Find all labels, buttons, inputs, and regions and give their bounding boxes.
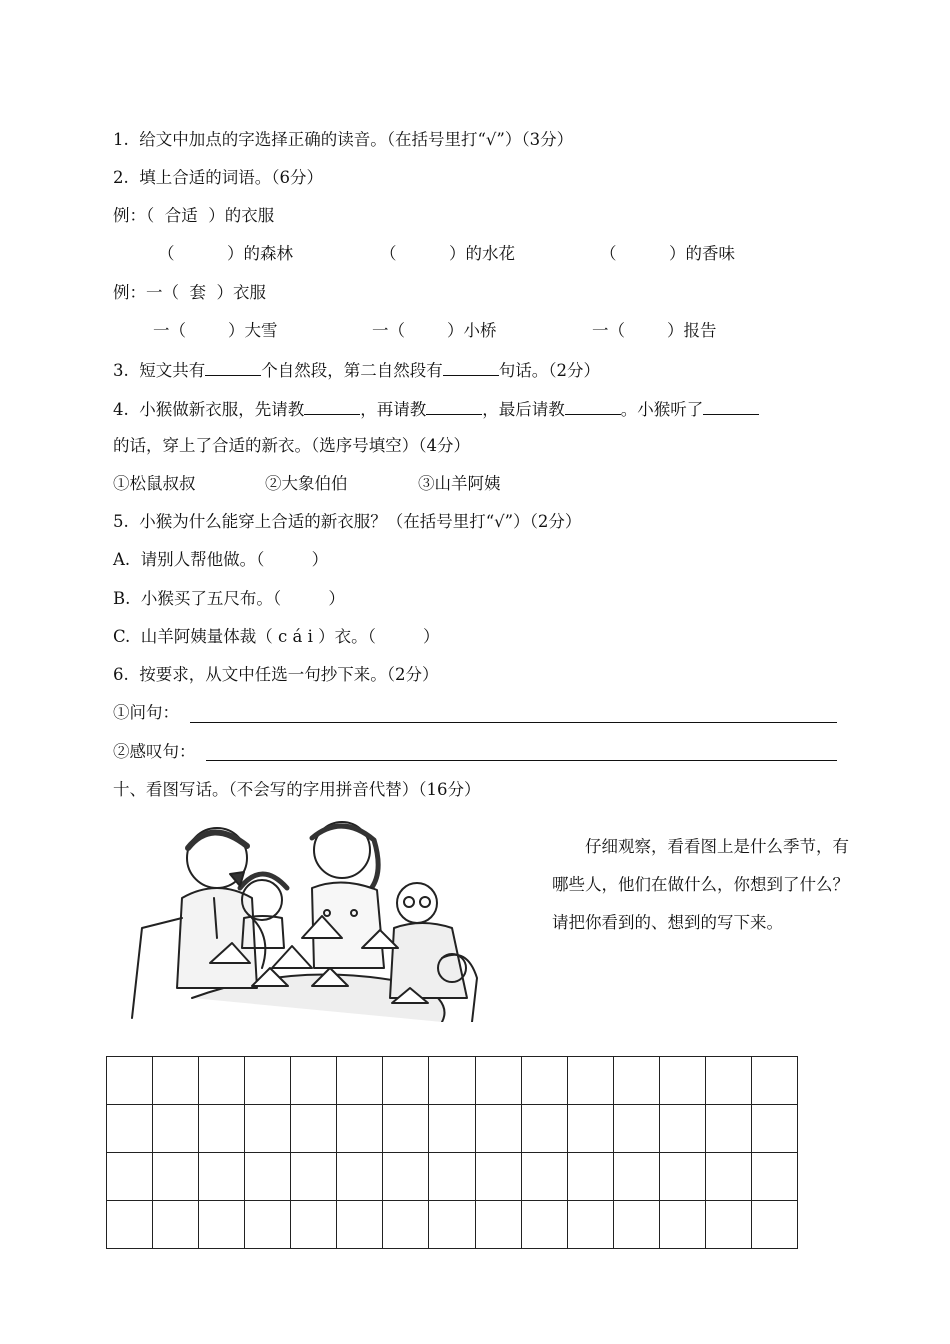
q3-text-a: 3. 短文共有 [113, 361, 206, 380]
grid-cell[interactable] [199, 1057, 245, 1105]
grid-cell[interactable] [153, 1201, 199, 1249]
grid-cell[interactable] [337, 1201, 383, 1249]
q5-option-b[interactable]: B. 小猴买了五尺布。（ ） [113, 589, 345, 608]
grid-cell[interactable] [153, 1153, 199, 1201]
q6-exclaim-answer-line[interactable] [206, 760, 837, 761]
question-1: 1. 给文中加点的字选择正确的读音。（在括号里打“√”）（3分） [113, 130, 574, 149]
blank-snow[interactable]: 一（ ）大雪 [153, 321, 278, 340]
grid-cell[interactable] [199, 1153, 245, 1201]
grid-cell[interactable] [751, 1153, 797, 1201]
grid-cell[interactable] [705, 1057, 751, 1105]
grid-cell[interactable] [107, 1105, 153, 1153]
question-4 [113, 398, 759, 420]
grid-cell[interactable] [153, 1057, 199, 1105]
grid-cell[interactable] [291, 1057, 337, 1105]
grid-cell[interactable] [337, 1105, 383, 1153]
q6-question-label: ①问句： [113, 703, 179, 722]
grid-cell[interactable] [429, 1201, 475, 1249]
q5-option-a[interactable]: A. 请别人帮他做。（ ） [113, 550, 329, 569]
q4-blank-last[interactable] [565, 398, 621, 415]
question-5: 5. 小猴为什么能穿上合适的新衣服？（在括号里打“√”）（2分） [113, 512, 582, 531]
q6-exclaim-label: ②感叹句： [113, 742, 196, 761]
grid-cell[interactable] [429, 1105, 475, 1153]
picture-prompt-text: 仔细观察，看看图上是什么季节，有哪些人，他们在做什么，你想到了什么？请把你看到的、想到的写下来。 [552, 837, 849, 932]
section-10-title: 十、看图写话。（不会写的字用拼音代替）（16分） [113, 780, 481, 799]
grid-cell[interactable] [475, 1201, 521, 1249]
grid-cell[interactable] [153, 1105, 199, 1153]
grid-cell[interactable] [521, 1201, 567, 1249]
grid-cell[interactable] [705, 1105, 751, 1153]
q4-option-1: ①松鼠叔叔 [113, 474, 196, 493]
grid-row [107, 1057, 798, 1105]
grid-cell[interactable] [613, 1057, 659, 1105]
grid-cell[interactable] [613, 1153, 659, 1201]
grid-cell[interactable] [291, 1105, 337, 1153]
grid-cell[interactable] [567, 1057, 613, 1105]
family-eating-watermelon-illustration [122, 818, 482, 1022]
grid-cell[interactable] [613, 1201, 659, 1249]
blank-forest[interactable]: （ ）的森林 [158, 244, 293, 263]
q4-blank-first[interactable] [304, 398, 360, 415]
grid-cell[interactable] [613, 1105, 659, 1153]
q3-blank-sentences[interactable] [443, 359, 499, 376]
grid-cell[interactable] [107, 1153, 153, 1201]
grid-cell[interactable] [199, 1105, 245, 1153]
grid-cell[interactable] [199, 1201, 245, 1249]
grid-cell[interactable] [337, 1057, 383, 1105]
blank-fragrance[interactable]: （ ）的香味 [600, 244, 735, 263]
grid-cell[interactable] [383, 1057, 429, 1105]
grid-row [107, 1153, 798, 1201]
q3-text-c: 句话。（2分） [498, 361, 600, 380]
question-6: 6. 按要求，从文中任选一句抄下来。（2分） [113, 665, 439, 684]
grid-cell[interactable] [429, 1153, 475, 1201]
grid-cell[interactable] [567, 1201, 613, 1249]
q3-text-b: 个自然段，第二自然段有 [261, 361, 443, 380]
q4-text-d: 。小猴听了 [620, 400, 704, 419]
question-2: 2. 填上合适的词语。（6分） [113, 168, 323, 187]
grid-cell[interactable] [659, 1105, 705, 1153]
grid-cell[interactable] [521, 1105, 567, 1153]
q3-blank-paragraphs[interactable] [205, 359, 261, 376]
grid-cell[interactable] [659, 1057, 705, 1105]
blank-report[interactable]: 一（ ）报告 [592, 321, 717, 340]
grid-cell[interactable] [291, 1201, 337, 1249]
q4-text-a: 4. 小猴做新衣服，先请教 [113, 400, 305, 419]
grid-cell[interactable] [567, 1105, 613, 1153]
q4-option-2: ②大象伯伯 [265, 474, 348, 493]
grid-cell[interactable] [751, 1201, 797, 1249]
grid-cell[interactable] [383, 1153, 429, 1201]
grid-cell[interactable] [567, 1153, 613, 1201]
grid-cell[interactable] [659, 1153, 705, 1201]
q4-option-3: ③山羊阿姨 [418, 474, 501, 493]
writing-grid[interactable] [106, 1056, 798, 1249]
grid-cell[interactable] [383, 1105, 429, 1153]
q4-text-c: ，最后请教 [482, 400, 565, 419]
grid-row [107, 1105, 798, 1153]
grid-cell[interactable] [107, 1057, 153, 1105]
picture-writing-prompt [552, 828, 857, 942]
grid-cell[interactable] [245, 1201, 291, 1249]
grid-cell[interactable] [705, 1153, 751, 1201]
grid-cell[interactable] [705, 1201, 751, 1249]
grid-cell[interactable] [429, 1057, 475, 1105]
grid-cell[interactable] [659, 1201, 705, 1249]
q5-option-c[interactable]: C. 山羊阿姨量体裁（ c á i ）衣。（ ） [113, 627, 440, 646]
q4-blank-listened[interactable] [703, 398, 759, 415]
question-3 [113, 359, 600, 381]
grid-cell[interactable] [245, 1153, 291, 1201]
grid-cell[interactable] [475, 1057, 521, 1105]
blank-bridge[interactable]: 一（ ）小桥 [372, 321, 497, 340]
q4-blank-second[interactable] [426, 398, 482, 415]
grid-cell[interactable] [383, 1201, 429, 1249]
grid-cell[interactable] [107, 1201, 153, 1249]
question-4-line2: 的话，穿上了合适的新衣。（选序号填空）（4分） [113, 436, 470, 455]
grid-cell[interactable] [475, 1105, 521, 1153]
grid-cell[interactable] [751, 1057, 797, 1105]
example-1: 例：（ 合适 ）的衣服 [113, 206, 275, 225]
grid-cell[interactable] [475, 1153, 521, 1201]
example-2: 例：一（ 套 ）衣服 [113, 283, 266, 302]
grid-cell[interactable] [245, 1105, 291, 1153]
q4-text-b: ，再请教 [360, 400, 427, 419]
grid-cell[interactable] [521, 1153, 567, 1201]
blank-spray[interactable]: （ ）的水花 [380, 244, 515, 263]
grid-cell[interactable] [245, 1057, 291, 1105]
grid-cell[interactable] [291, 1153, 337, 1201]
grid-cell[interactable] [337, 1153, 383, 1201]
grid-cell[interactable] [751, 1105, 797, 1153]
grid-row [107, 1201, 798, 1249]
q6-question-answer-line[interactable] [190, 722, 837, 723]
grid-cell[interactable] [521, 1057, 567, 1105]
